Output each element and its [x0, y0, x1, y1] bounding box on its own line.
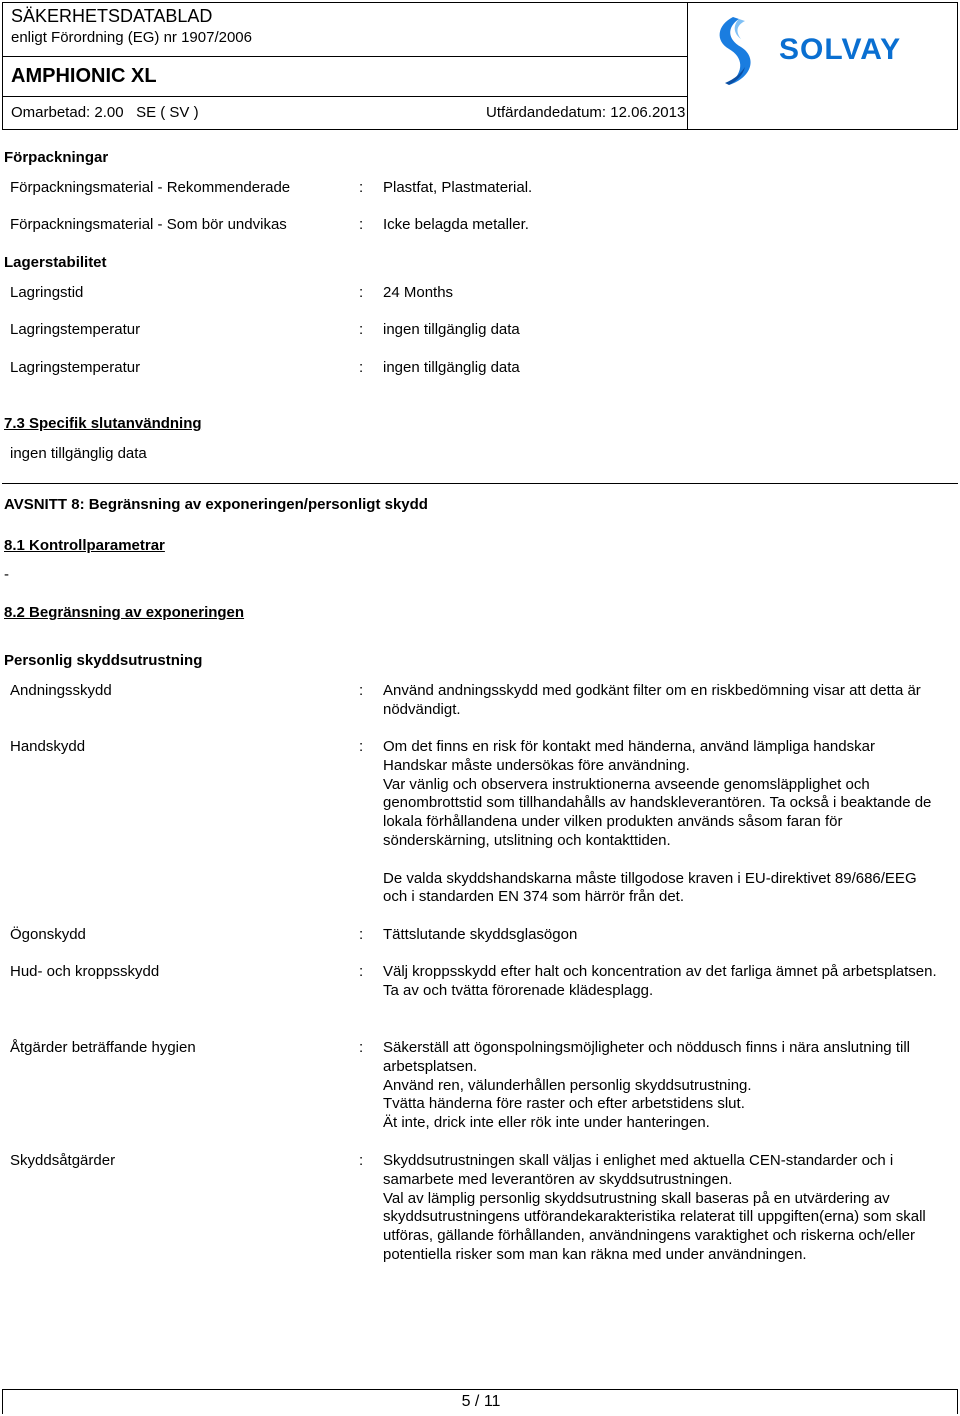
packaging-avoid-value: Icke belagda metaller. — [383, 216, 529, 233]
document-header — [2, 2, 958, 130]
colon: : — [359, 321, 364, 338]
colon: : — [359, 284, 364, 301]
issue-date: Utfärdandedatum: 12.06.2013 — [486, 104, 686, 121]
control-parameters-value: - — [4, 566, 9, 583]
exposure-controls-heading: 8.2 Begränsning av exponeringen — [4, 604, 245, 621]
respiratory-protection-label: Andningsskydd — [10, 682, 112, 699]
specific-end-use-text: ingen tillgänglig data — [10, 445, 147, 462]
protective-measures-value: Skyddsutrustningen skall väljas i enlighet med aktuella CEN-standarder och i samarbete med leverantören av skyddsutrustningen. Val av lämplig personlig skyddsutrustning skall baseras på en utvärdering av skyddsutrustningens utförandekarakteristika relaterat till uppgiften(erna) som skall utföras, gällande förhållanden, användningens varaktighet och riskerna och/eller potentiella risker som man kan räkna med under användningen. — [383, 1152, 926, 1263]
colon: : — [359, 963, 364, 980]
ppe-heading: Personlig skyddsutrustning — [4, 652, 203, 669]
colon: : — [359, 738, 364, 755]
protective-measures-label: Skyddsåtgärder — [10, 1152, 116, 1169]
storage-time-label: Lagringstid — [10, 284, 84, 301]
section-divider — [2, 483, 958, 484]
page-footer — [2, 1389, 958, 1414]
packaging-recommended-value: Plastfat, Plastmaterial. — [383, 179, 533, 196]
eye-protection-value: Tättslutande skyddsglasögon — [383, 926, 578, 943]
hygiene-measures-value: Säkerställ att ögonspolningsmöjligheter och nöddusch finns i nära anslutning till arbetsplatsen. Använd ren, välunderhållen personlig skyddsutrustning. Tvätta händerna före raster och efter arbetstidens slut. Ät inte, drick inte eller rök inte under hanteringen. — [383, 1039, 910, 1132]
colon: : — [359, 216, 364, 233]
solvay-logo — [703, 11, 943, 91]
storage-time-value: 24 Months — [383, 284, 454, 301]
page-number: 5 / 11 — [461, 1393, 501, 1410]
document-type: SÄKERHETSDATABLAD — [11, 6, 213, 26]
storage-temperature-value: ingen tillgänglig data — [383, 321, 520, 338]
storage-temperature-label: Lagringstemperatur — [10, 321, 141, 338]
colon: : — [359, 359, 364, 376]
packaging-avoid-label: Förpackningsmaterial - Som bör undvikas — [10, 216, 287, 233]
storage-temperature-value-2: ingen tillgänglig data — [383, 359, 520, 376]
colon: : — [359, 926, 364, 943]
respiratory-protection-value: Använd andningsskydd med godkänt filter om en riskbedömning visar att detta är nödvändigt. — [383, 682, 921, 718]
colon: : — [359, 1039, 364, 1056]
hygiene-measures-label: Åtgärder beträffande hygien — [10, 1039, 196, 1056]
storage-temperature-label-2: Lagringstemperatur — [10, 359, 141, 376]
revision-info: Omarbetad: 2.00 SE ( SV ) — [11, 104, 199, 121]
specific-end-use-heading: 7.3 Specifik slutanvändning — [4, 415, 202, 432]
colon: : — [359, 682, 364, 699]
section8-heading: AVSNITT 8: Begränsning av exponeringen/personligt skydd — [4, 496, 428, 513]
hand-protection-value: Om det finns en risk för kontakt med händerna, använd lämpliga handskar Handskar måste undersökas före användning. Var vänlig och observera instruktionerna avseende genomsläpplighet och genombrottstid som tillhandahålls av handskleverantören. Ta också i beaktande de lokala förhållandena under vilken produkten används såsom faran för sönderskärning, utslitning och kontakttiden. De valda skyddshandskarna måste tillgodose kraven i EU-direktivet 89/686/EEG och i standarden EN 374 som härrör från det. — [383, 738, 932, 906]
hand-protection-label: Handskydd — [10, 738, 86, 755]
logo-wordmark: SOLVAY — [779, 33, 902, 66]
colon: : — [359, 1152, 364, 1169]
eye-protection-label: Ögonskydd — [10, 926, 86, 943]
skin-body-protection-label: Hud- och kroppsskydd — [10, 963, 160, 980]
packaging-heading: Förpackningar — [4, 149, 109, 166]
product-name: AMPHIONIC XL — [11, 65, 157, 87]
packaging-recommended-label: Förpackningsmaterial - Rekommenderade — [10, 179, 291, 196]
control-parameters-heading: 8.1 Kontrollparametrar — [4, 537, 165, 554]
storage-stability-heading: Lagerstabilitet — [4, 254, 107, 271]
skin-body-protection-value: Välj kroppsskydd efter halt och koncentration av det farliga ämnet på arbetsplatsen. Ta av och tvätta förorenade klädesplagg. — [383, 963, 937, 999]
header-info-block — [3, 3, 688, 129]
colon: : — [359, 179, 364, 196]
regulation-reference: enligt Förordning (EG) nr 1907/2006 — [11, 29, 252, 46]
